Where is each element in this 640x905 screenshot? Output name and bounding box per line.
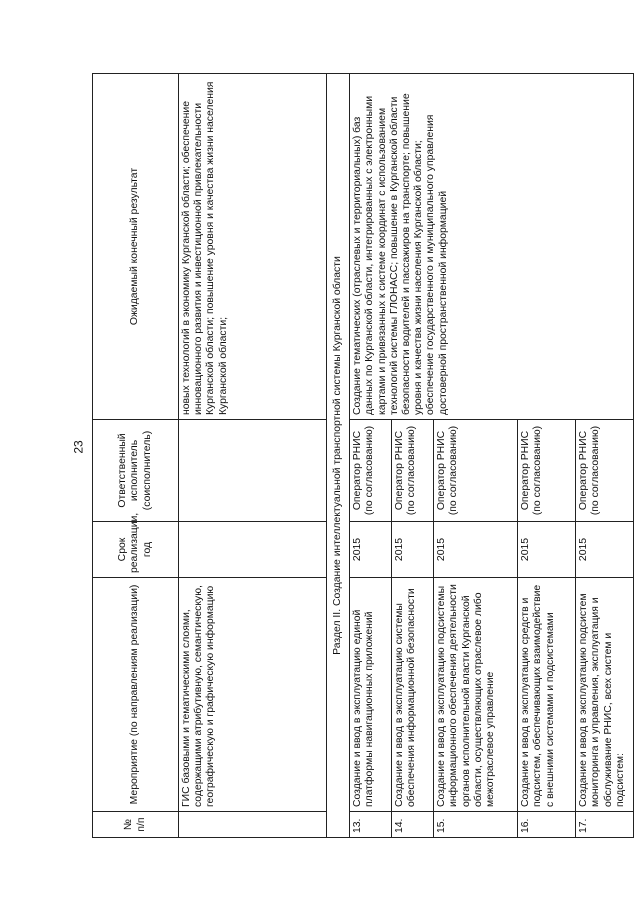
header-executor: Ответственный исполнитель (соисполнитель) [93,420,179,522]
cell-executor: Оператор РНИС (по согласованию) [392,420,434,522]
cell-executor: Оператор РНИС (по согласованию) [518,420,576,522]
cell-num: 13. [350,812,392,838]
header-num: № п/п [93,812,179,838]
cell-result: новых технологий в экономику Курганской области; обеспечение инновационного развития и инвестиционной привлекательности Курганской области; повышение уровня и качества жизни населения Курганской области; [179,74,327,420]
cell-term: 2015 [350,522,392,578]
cell-num [179,812,327,838]
cell-executor: Оператор РНИС (по согласованию) [576,420,634,522]
cell-result: Создание тематических (отраслевых и территориальных) баз данных по Курганской области, интегрированных с электронными картами и привязанных к системе координат с использованием технологий системы ГЛОНАСС; повышение в Курганской области безопасности водителей и пассажиров на транспорте; повышение уровня и качества жизни населения Курганской области; обеспечение государственного и муниципального управления достоверной пространственной информацией [350,74,634,420]
cell-executor: Оператор РНИС (по согласованию) [350,420,392,522]
section-row [327,74,350,838]
table-row [179,74,327,838]
header-result: Ожидаемый конечный результат [93,74,179,420]
cell-activity: Создание и ввод в эксплуатацию системы обеспечения информационной безопасности [392,578,434,812]
cell-term: 2015 [576,522,634,578]
table-row [350,74,392,838]
cell-activity: Создание и ввод в эксплуатацию единой платформы навигационных приложений [350,578,392,812]
cell-num: 15. [434,812,518,838]
header-term: Срок реализации, год [93,522,179,578]
cell-activity: Создание и ввод в эксплуатацию средств и подсистем, обеспечивающих взаимодействие с внешними системами и подсистемами [518,578,576,812]
cell-activity: Создание и ввод в эксплуатацию подсистем мониторинга и управления, эксплуатация и обслуживание РНИС, всех систем и подсистем: [576,578,634,812]
cell-term: 2015 [434,522,518,578]
section-title: Раздел II. Создание интеллектуальной транспортной системы Курганской области [327,74,350,838]
cell-term [179,522,327,578]
cell-executor: Оператор РНИС (по согласованию) [434,420,518,522]
cell-term: 2015 [518,522,576,578]
header-activity: Мероприятие (по направлениям реализации) [93,578,179,812]
cell-term: 2015 [392,522,434,578]
cell-activity: ГИС базовыми и тематическими слоями, содержащими атрибутивную, семантическую, географическую и графическую информацию [179,578,327,812]
table-header-row [93,74,179,838]
page-number: 23 [71,440,86,454]
cell-executor [179,420,327,522]
cell-num: 14. [392,812,434,838]
activities-table [92,73,634,838]
cell-activity: Создание и ввод в эксплуатацию подсистемы информационного обеспечения деятельности органов исполнительной власти Курганской области, осуществляющих отраслевое либо межотраслевое управление [434,578,518,812]
cell-num: 17. [576,812,634,838]
cell-num: 16. [518,812,576,838]
document-sheet [92,73,626,838]
